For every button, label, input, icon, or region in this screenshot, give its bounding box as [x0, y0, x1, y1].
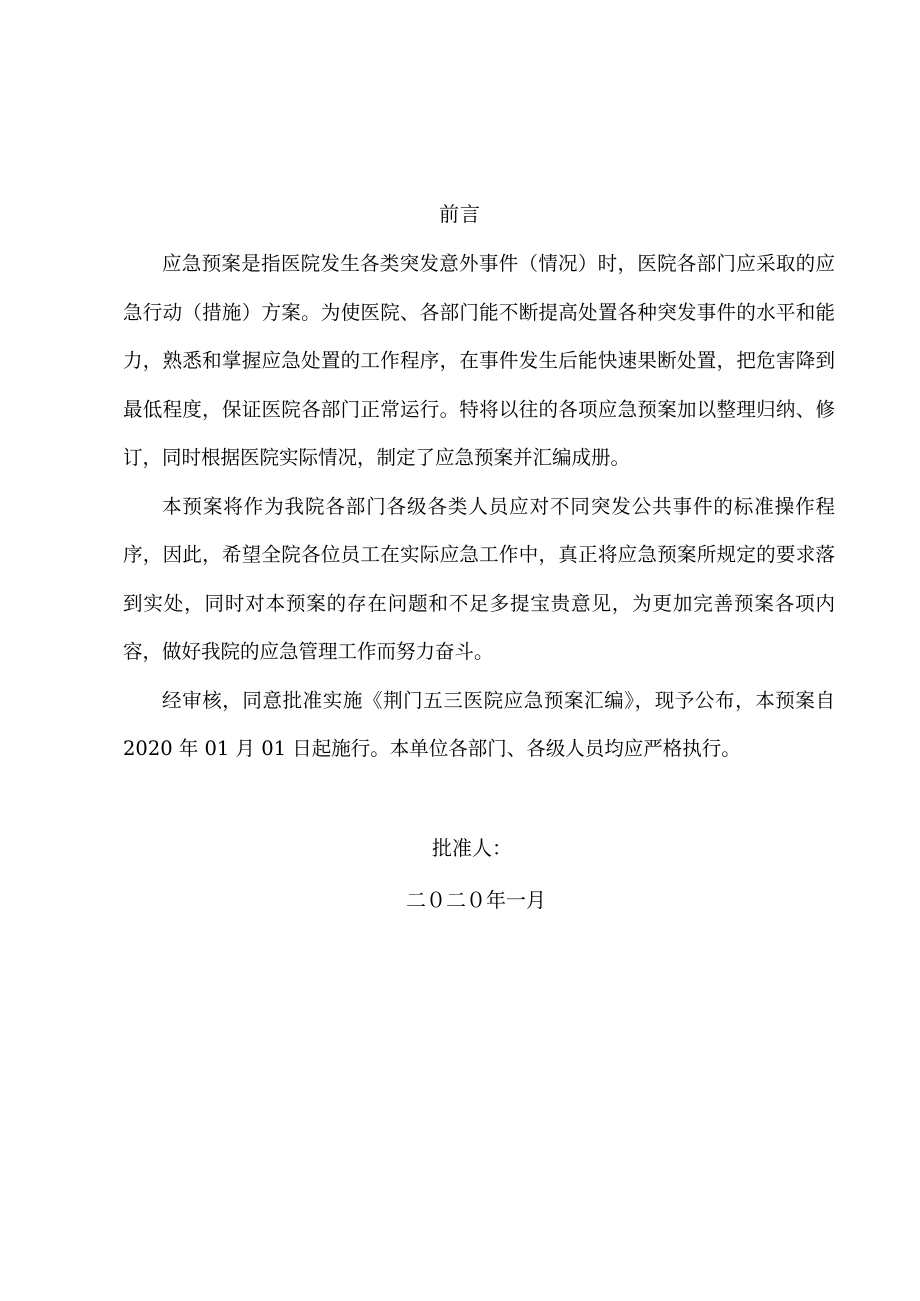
paragraph-3: 经审核，同意批准实施《荆门五三医院应急预案汇编》，现予公布，本预案自 2020 年 01 月 01 日起施行。本单位各部门、各级人员均应严格执行。	[123, 688, 835, 760]
paragraph-2: 本预案将作为我院各部门各级各类人员应对不同突发公共事件的标准操作程序，因此，希望全院各位员工在实际应急工作中，真正将应急预案所规定的要求落到实处，同时对本预案的存在问题和不足多提宝贵意见，为更加完善预案各项内容，做好我院的应急管理工作而努力奋斗。	[123, 494, 835, 663]
paragraph-1: 应急预案是指医院发生各类突发意外事件（情况）时，医院各部门应采取的应急行动（措施）方案。为使医院、各部门能不断提高处置各种突发事件的水平和能力，熟悉和掌握应急处置的工作程序，在事件发生后能快速果断处置，把危害降到最低程度，保证医院各部门正常运行。特将以往的各项应急预案加以整理归纳、修订，同时根据医院实际情况，制定了应急预案并汇编成册。	[123, 252, 835, 469]
issue-date: 二０二０年一月	[406, 888, 546, 912]
approver-label: 批准人：	[432, 836, 512, 860]
preface-body	[123, 240, 835, 774]
page-title: 前言	[439, 202, 481, 226]
